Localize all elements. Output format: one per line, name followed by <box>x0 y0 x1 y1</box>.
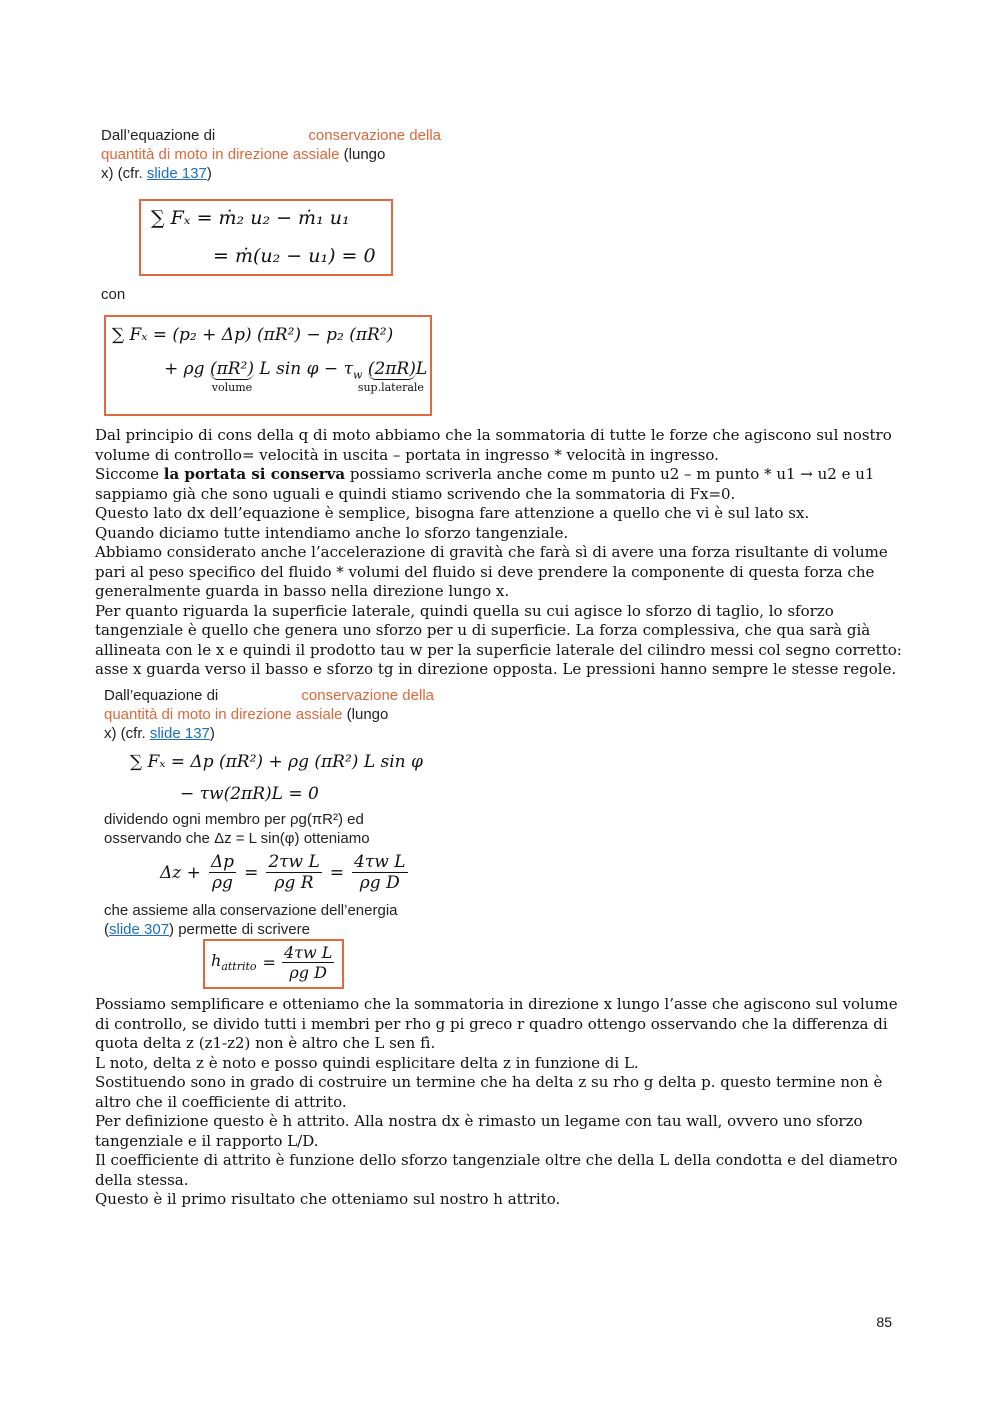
bold-text: la portata si conserva <box>163 465 346 483</box>
denominator: ρg D <box>289 963 327 982</box>
paragraph-line: Sostituendo sono in grado di costruire un termine che ha delta z su rho g delta p. questo termine non è altro che il coefficiente di attrito. <box>95 1073 883 1111</box>
paragraph-line: Abbiamo considerato anche l’accelerazione di gravità che farà sì di avere una forza risultante di volume pari al peso specifico del fluido * volumi del fluido si deve prendere la componente di questa forza che generalmente guarda in basso nella direzione lungo x. <box>95 543 888 600</box>
slide-excerpt-1 <box>101 126 441 183</box>
numerator: 4τw L <box>283 943 333 962</box>
slide-137-link[interactable]: slide 137 <box>149 725 210 742</box>
equation-box-forces <box>104 315 432 416</box>
slide1-text: x) (cfr. <box>101 165 147 182</box>
paragraph-line: Dal principio di cons della q di moto abbiamo che la sommatoria di tutte le forze che agiscono sul nostro volume di controllo= velocità in uscita – portata in ingresso * velocità in ingresso. <box>95 426 892 464</box>
h-symbol: h <box>211 951 222 971</box>
slide1-line1 <box>101 126 441 145</box>
slide1-highlight: quantità di moto in direzione assiale <box>101 146 340 163</box>
slide1-highlight: conservazione della <box>308 127 441 144</box>
numerator: Δp <box>210 852 235 872</box>
equation-head-loss-derivation <box>160 852 408 893</box>
lateral-surface-label: sup.laterale <box>357 381 424 394</box>
fraction <box>282 943 334 982</box>
equation-line: ∑ Fₓ = ṁ₂ u₂ − ṁ₁ u₁ <box>151 207 350 229</box>
equation-subscript: w <box>352 368 363 382</box>
slide1-text: ) <box>206 165 212 182</box>
paragraph-line: asse x guarda verso il basso e sforzo tg in direzione opposta. Le pressioni hanno sempre le stesse regole. <box>95 660 897 678</box>
explanation-paragraph-1 <box>95 426 905 680</box>
slide2-text: Dall’equazione di <box>104 687 219 704</box>
paragraph-line: Siccome la portata si conserva possiamo scriverla anche come m punto u2 – m punto * u1 → u2 e u1 sappiamo già che sono uguali e quindi stiamo scrivendo che la sommatoria di Fx=0. <box>95 465 875 503</box>
page-number: 85 <box>876 1314 892 1330</box>
equation-line: − τw(2πR)L = 0 <box>180 784 319 804</box>
equation-box-momentum <box>139 199 393 276</box>
attrito-subscript: attrito <box>221 960 257 974</box>
paragraph-line: Per quanto riguarda la superficie laterale, quindi quella su cui agisce lo sforzo di taglio, lo sforzo tangenziale è quello che genera uno sforzo per u di superficie. La forza complessiva, che qua sarà già allineata con le x e quindi il prodotto tau w per la superficie laterale del cilindro messi col segno corretto: <box>95 601 902 659</box>
paragraph-line: L noto, delta z è noto e posso quindi esplicitare delta z in funzione di L. <box>95 1053 639 1072</box>
con-label: con <box>101 286 126 303</box>
fraction <box>209 852 236 893</box>
slide-307-link[interactable]: slide 307 <box>109 921 170 938</box>
slide-excerpt-2 <box>104 686 434 743</box>
equation-line: = ṁ(u₂ − u₁) = 0 <box>213 245 376 267</box>
explanation-paragraph-2 <box>95 995 905 1210</box>
equals-sign: = <box>244 862 259 883</box>
slide2-text: ) <box>209 725 215 742</box>
equation-term <box>211 951 257 973</box>
equation-box-h-attrito <box>203 939 344 989</box>
volume-label: volume <box>211 381 253 394</box>
numerator: 4τw L <box>354 852 406 872</box>
equation-term: (2πR) <box>367 359 416 379</box>
paragraph-line: Quando diciamo tutte intendiamo anche lo sforzo tangenziale. <box>95 523 569 542</box>
slide2-line1 <box>104 686 434 705</box>
equation-term: + ρg <box>164 359 210 379</box>
slide2-text: che assieme alla conservazione dell’energia <box>104 902 398 919</box>
denominator: ρg R <box>274 873 314 893</box>
slide2-text: x) (cfr. <box>104 725 150 742</box>
numerator: 2τw L <box>268 852 320 872</box>
equals-sign: = <box>329 862 345 883</box>
equation-term: L sin φ − τ <box>254 359 353 379</box>
equation-term: L <box>415 359 428 379</box>
slide2-line2 <box>104 705 434 724</box>
equation-line <box>164 359 428 394</box>
equation-term: Δz + <box>160 862 201 883</box>
paragraph-line: Questo lato dx dell’equazione è semplice, bisogna fare attenzione a quello che vi è sul lato sx. <box>95 504 810 522</box>
slide-137-link[interactable]: slide 137 <box>146 165 207 182</box>
fraction <box>352 852 407 893</box>
slide2-text-block <box>104 901 444 939</box>
paragraph-line: Per definizione questo è h attrito. Alla nostra dx è rimasto un legame con tau wall, ovvero uno sforzo tangenziale e il rapporto L/D. <box>95 1112 863 1150</box>
slide1-line2 <box>101 145 441 164</box>
equals-sign: = <box>262 953 276 972</box>
equation-h-attrito <box>211 943 334 982</box>
denominator: ρg D <box>359 873 400 893</box>
paragraph-line: Il coefficiente di attrito è funzione dello sforzo tangenziale oltre che della L della condotta e del diametro della stessa. <box>95 1151 898 1189</box>
slide1-line3 <box>101 164 441 183</box>
slide2-line3 <box>104 724 434 743</box>
slide1-text: Dall’equazione di <box>101 127 216 144</box>
fraction <box>266 852 321 893</box>
equation-line: ∑ Fₓ = (p₂ + Δp) (πR²) − p₂ (πR²) <box>112 325 394 345</box>
volume-brace <box>209 359 254 394</box>
paragraph-line: Possiamo semplificare e otteniamo che la sommatoria in direzione x lungo l’asse che agiscono sul volume di controllo, se divido tutti i membri per rho g pi greco r quadro ottengo osservando che la differenza di quota delta z (z1-z2) non è altro che L sen fì. <box>95 995 898 1052</box>
slide1-text: (lungo <box>339 146 386 163</box>
slide2-highlight: conservazione della <box>301 687 434 704</box>
denominator: ρg <box>212 873 233 893</box>
slide2-text: osservando che Δz = L sin(φ) otteniamo <box>104 830 370 847</box>
slide2-text: ) permette di scrivere <box>169 921 310 938</box>
lateral-surface-brace <box>357 359 424 394</box>
equation-line: ∑ Fₓ = Δp (πR²) + ρg (πR²) L sin φ <box>130 752 423 772</box>
slide2-highlight: quantità di moto in direzione assiale <box>104 706 343 723</box>
paragraph-line: Questo è il primo risultato che otteniamo sul nostro h attrito. <box>95 1190 561 1208</box>
slide2-text: (lungo <box>342 706 389 723</box>
slide2-text-block <box>104 810 436 848</box>
slide2-text: dividendo ogni membro per ρg(πR²) ed <box>104 811 364 828</box>
equation-term: (πR²) <box>209 359 254 379</box>
slide2-text-line <box>104 920 444 939</box>
slide2-text: ( <box>104 921 109 938</box>
